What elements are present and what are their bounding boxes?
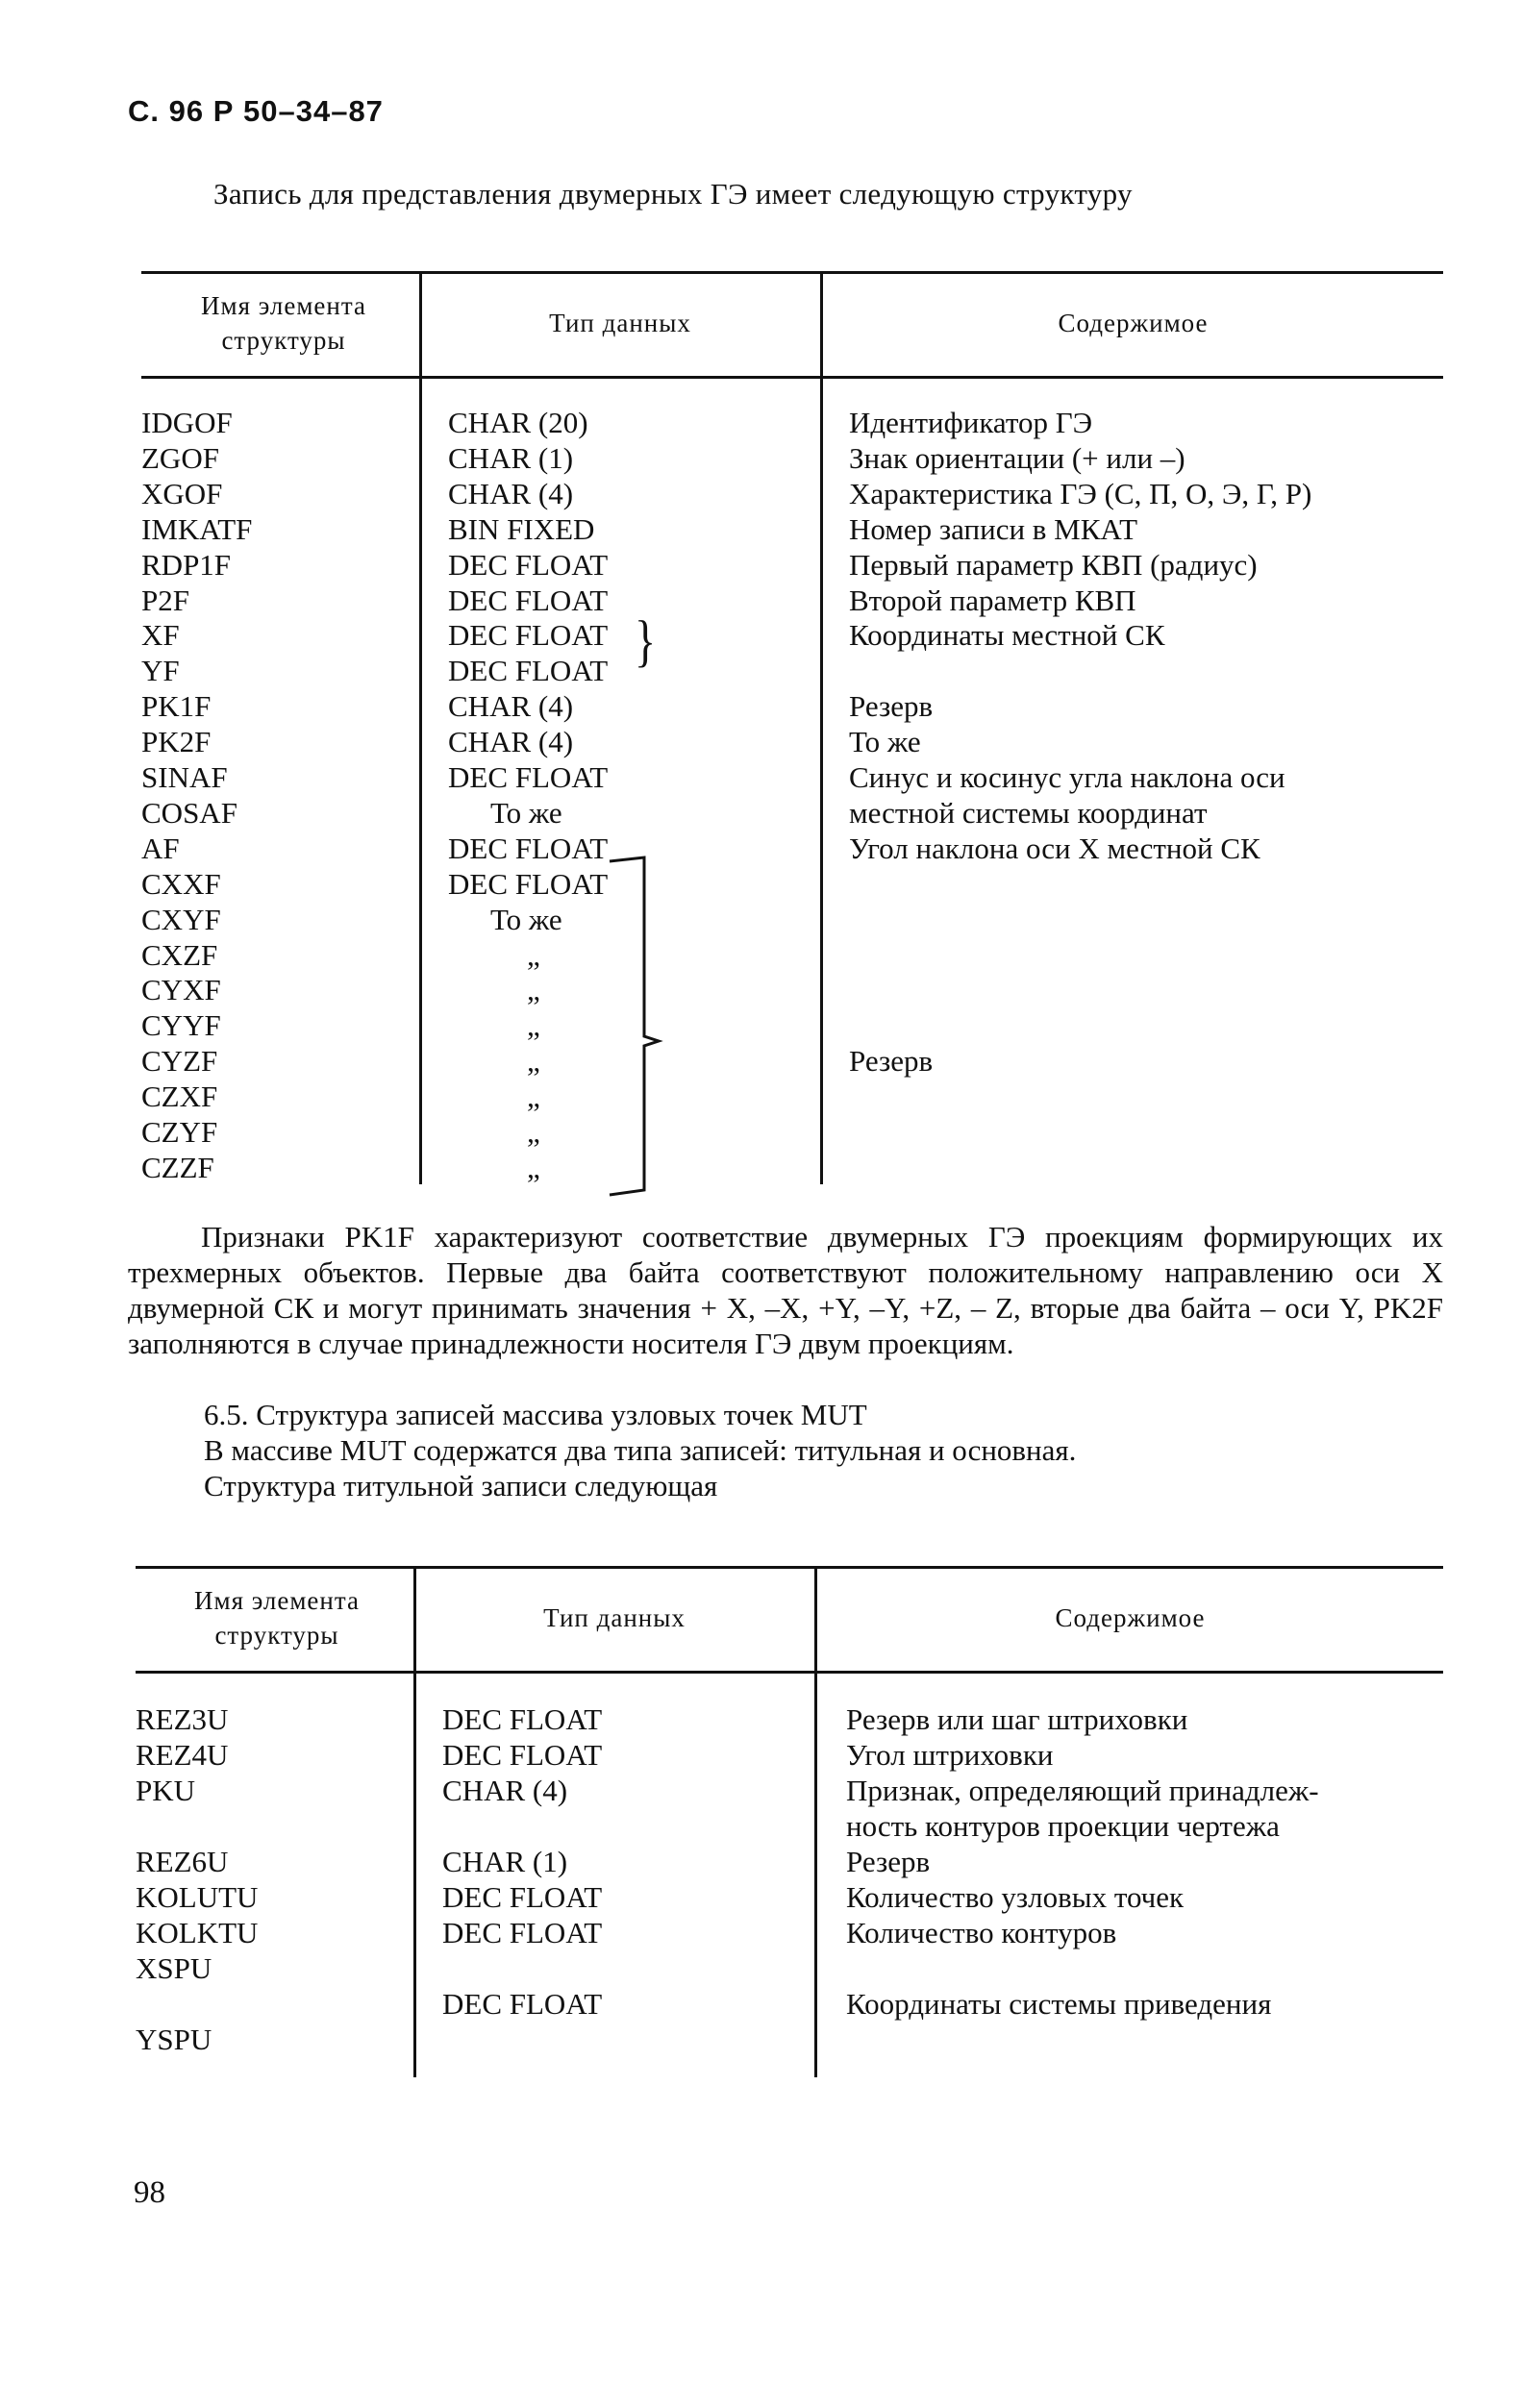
title-record-intro: Структура титульной записи следующая: [204, 1469, 718, 1502]
table1-cell-name: IMKATF: [141, 511, 253, 546]
running-head: С. 96 Р 50–34–87: [128, 94, 384, 128]
table1-cell-type: CHAR (20): [448, 406, 588, 439]
table1-cell-type: DEC FLOAT: [448, 654, 609, 688]
table1-header-rule: [141, 376, 1443, 379]
table1-cell-type: DEC FLOAT: [448, 831, 609, 865]
table1-cell-type: То же: [490, 795, 562, 830]
page-number: 98: [134, 2175, 165, 2210]
table1-cell-type: То же: [490, 902, 562, 936]
table2-cell-type: CHAR (1): [442, 1845, 568, 1878]
table1-cell-type: „: [527, 1008, 540, 1043]
table2-cell-name: REZ4U: [136, 1738, 229, 1772]
table1-cell-content: Идентификатор ГЭ: [849, 406, 1093, 439]
table1-cell-name: CYYF: [141, 1008, 221, 1043]
table1-cell-name: IDGOF: [141, 406, 233, 439]
table1-col-divider-1: [419, 271, 422, 1184]
table2-cell-content: Резерв или шаг штриховки: [846, 1702, 1188, 1736]
table2-header-type: Тип данных: [543, 1603, 686, 1632]
table2-col-divider-1: [413, 1566, 416, 2077]
table1-cell-type: „: [527, 1150, 540, 1184]
table1-cell-type: DEC FLOAT: [448, 618, 609, 653]
table1-cell-type: „: [527, 937, 540, 972]
table2-cell-type: DEC FLOAT: [442, 1987, 603, 2021]
table2-cell-name: XSPU: [136, 1951, 212, 1985]
table2-cell-content: ность контуров проекции чертежа: [846, 1809, 1280, 1843]
table1-top-rule: [141, 271, 1443, 274]
table2-top-rule: [136, 1566, 1443, 1569]
table1-cell-name: P2F: [141, 583, 189, 617]
table1-cell-type: DEC FLOAT: [448, 866, 609, 901]
table1-cell-type: DEC FLOAT: [448, 583, 609, 617]
table1-cell-name: XF: [141, 618, 180, 653]
table1-cell-name: SINAF: [141, 760, 228, 794]
table1-header-name: Имя элемента структуры: [201, 291, 366, 355]
table1-cell-name: COSAF: [141, 795, 237, 830]
table1-cell-content: Второй параметр КВП: [849, 583, 1136, 617]
table1-cell-name: AF: [141, 831, 180, 865]
table1-cell-type: CHAR (4): [448, 476, 574, 510]
table1-cell-content: То же: [849, 725, 921, 759]
table2-cell-type: DEC FLOAT: [442, 1738, 603, 1772]
table1-cell-type: DEC FLOAT: [448, 547, 609, 582]
table2-cell-name: KOLUTU: [136, 1880, 259, 1914]
table2-cell-content: Признак, определяющий принадлеж-: [846, 1774, 1319, 1807]
table1-cell-name: CYXF: [141, 973, 221, 1007]
table2-cell-type: DEC FLOAT: [442, 1880, 603, 1914]
table1-cell-type: „: [527, 973, 540, 1007]
table2-cell-name: REZ3U: [136, 1702, 229, 1736]
xf-yf-brace: }: [635, 608, 657, 673]
table1-cell-type: „: [527, 1115, 540, 1149]
table2-header-rule: [136, 1671, 1443, 1674]
table1-cell-name: ZGOF: [141, 440, 219, 475]
table2-cell-name: PKU: [136, 1774, 196, 1807]
table1-header-content: Содержимое: [1058, 309, 1209, 337]
table2-cell-name: REZ6U: [136, 1845, 229, 1878]
table1-cell-name: CZYF: [141, 1115, 218, 1149]
paragraph-pk1f-text: Признаки PK1F характеризуют соответствие двумерных ГЭ проекциям формирующих их трехмерных объектов. Первые два байта соответствуют положительному направлению оси X двумерной СК и могут принимать значения + X, –X, +Y, –Y, +Z, – Z, вторые два байта – оси Y, PK2F заполняются в случае принадлежности носителя ГЭ двум проекциям.: [128, 1220, 1443, 1360]
table1-cell-name: CZXF: [141, 1080, 218, 1114]
table1-cell-name: CXXF: [141, 866, 221, 901]
table1-col-divider-2: [820, 271, 823, 1184]
table2-cell-content: Количество узловых точек: [846, 1880, 1185, 1914]
table2-cell-name: KOLKTU: [136, 1916, 259, 1949]
table1-cell-name: YF: [141, 654, 180, 688]
table1-cell-content: Характеристика ГЭ (С, П, О, Э, Г, Р): [849, 476, 1312, 510]
table1-cell-content: Первый параметр КВП (радиус): [849, 547, 1258, 582]
table2-cell-content: Резерв: [846, 1845, 931, 1878]
table2-header-name: Имя элемента структуры: [194, 1586, 360, 1650]
table1-cell-name: CXYF: [141, 902, 221, 936]
table1-cell-content: Угол наклона оси X местной СК: [849, 831, 1260, 865]
table1-cell-name: CXZF: [141, 937, 218, 972]
table2-cell-content: Количество контуров: [846, 1916, 1117, 1949]
paragraph-pk1f: [128, 1219, 1443, 1361]
table1-cell-content: местной системы координат: [849, 795, 1208, 830]
table1-cell-type: BIN FIXED: [448, 511, 595, 546]
table2-cell-content: Координаты системы приведения: [846, 1987, 1272, 2021]
table1-cell-name: CYZF: [141, 1044, 218, 1079]
table1-cell-type: „: [527, 1080, 540, 1114]
table2-cell-type: DEC FLOAT: [442, 1916, 603, 1949]
table1-cell-name: CZZF: [141, 1150, 214, 1184]
table1-cell-name: XGOF: [141, 476, 223, 510]
table1-header-type: Тип данных: [549, 309, 691, 337]
table1-cell-type: CHAR (1): [448, 440, 574, 475]
table1-intro: Запись для представления двумерных ГЭ имеет следующую структуру: [213, 177, 1133, 211]
mut-record-types-line: В массиве MUT содержатся два типа записей: титульная и основная.: [204, 1433, 1077, 1467]
section-6-5-heading: 6.5. Структура записей массива узловых точек MUT: [204, 1398, 867, 1431]
table1-cell-type: DEC FLOAT: [448, 760, 609, 794]
table1-cell-type: „: [527, 1044, 540, 1079]
table2-col-divider-2: [814, 1566, 817, 2077]
table1-cell-content: Резерв: [849, 1044, 934, 1079]
table2-cell-content: Угол штриховки: [846, 1738, 1054, 1772]
table1-cell-type: CHAR (4): [448, 689, 574, 724]
table1-cell-name: PK1F: [141, 689, 212, 724]
table2-cell-name: YSPU: [136, 2023, 212, 2056]
table1-cell-type: CHAR (4): [448, 725, 574, 759]
table1-cell-content: Знак ориентации (+ или –): [849, 440, 1185, 475]
table1-cell-content: Номер записи в МКАТ: [849, 511, 1138, 546]
table1-cell-content: Координаты местной СК: [849, 618, 1165, 653]
table1-cell-name: RDP1F: [141, 547, 232, 582]
table1-cell-content: Синус и косинус угла наклона оси: [849, 760, 1285, 794]
table2-cell-type: CHAR (4): [442, 1774, 568, 1807]
table2-header-content: Содержимое: [1055, 1603, 1206, 1632]
reserve-group-brace: [606, 854, 663, 1200]
table1-cell-name: PK2F: [141, 725, 212, 759]
table1-cell-content: Резерв: [849, 689, 934, 724]
table2-cell-type: DEC FLOAT: [442, 1702, 603, 1736]
